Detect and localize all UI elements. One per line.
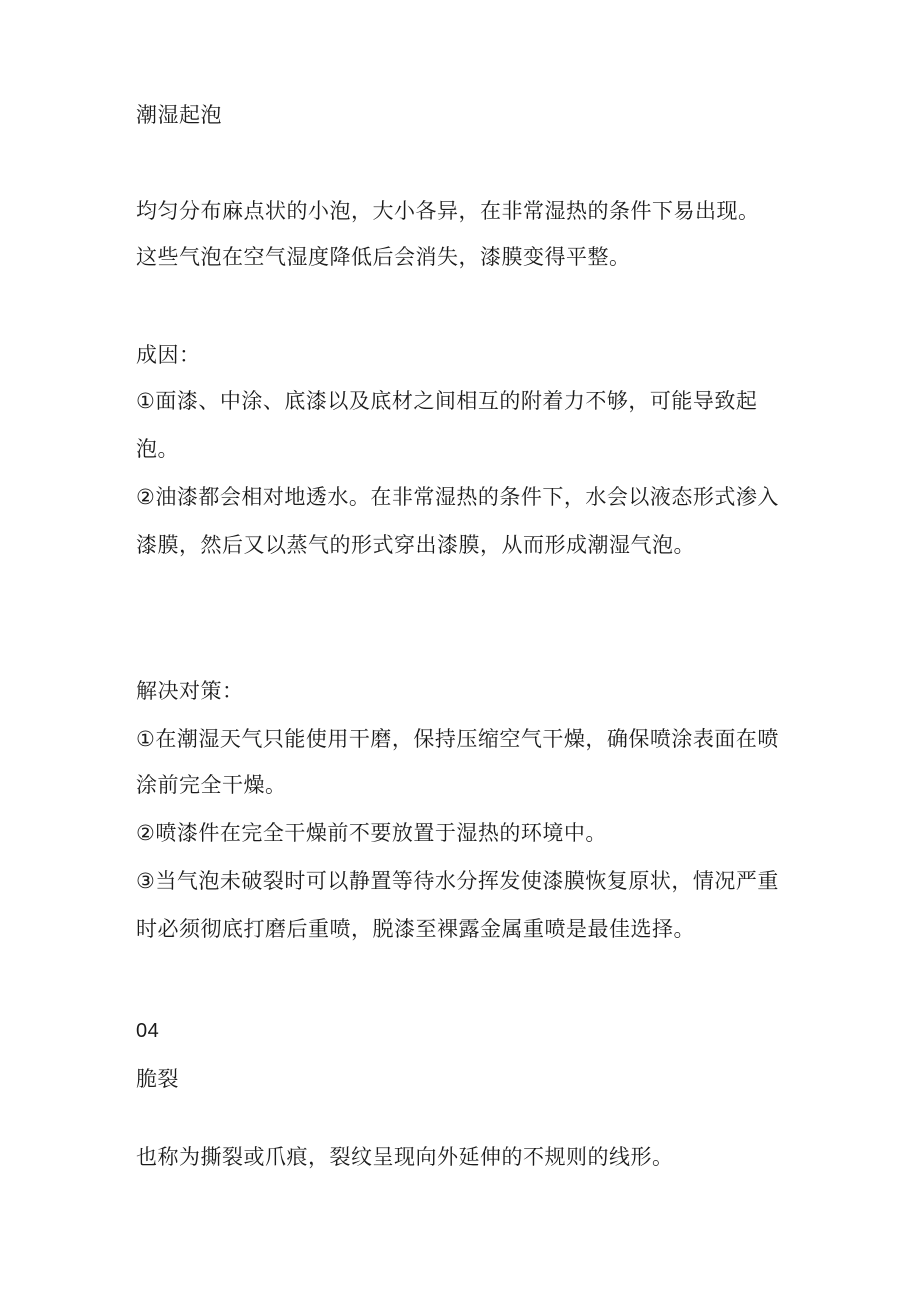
paragraph-line: ①在潮湿天气只能使用干磨，保持压缩空气干燥，确保喷涂表面在喷 [136,727,779,751]
section-heading-cracking: 脆裂 [136,1067,179,1091]
section-heading-wet-blister: 潮湿起泡 [136,103,222,127]
cause-label: 成因： [136,343,201,367]
paragraph-line: ③当气泡未破裂时可以静置等待水分挥发使漆膜恢复原状，情况严重 [136,869,779,893]
solution-label: 解决对策： [136,679,244,703]
paragraph-line: 时必须彻底打磨后重喷，脱漆至裸露金属重喷是最佳选择。 [136,917,695,941]
paragraph-line: 漆膜，然后又以蒸气的形式穿出漆膜，从而形成潮湿气泡。 [136,533,695,557]
paragraph-line: 这些气泡在空气湿度降低后会消失，漆膜变得平整。 [136,245,631,269]
paragraph-line: 均匀分布麻点状的小泡，大小各异，在非常湿热的条件下易出现。 [136,199,760,223]
paragraph-line: 泡。 [136,437,179,461]
paragraph-line: ①面漆、中涂、底漆以及底材之间相互的附着力不够，可能导致起 [136,389,758,413]
paragraph-line: ②喷漆件在完全干燥前不要放置于湿热的环境中。 [136,821,607,845]
section-number: 04 [136,1020,160,1042]
paragraph-line: 也称为撕裂或爪痕，裂纹呈现向外延伸的不规则的线形。 [136,1145,674,1169]
paragraph-line: ②油漆都会相对地透水。在非常湿热的条件下，水会以液态形式渗入 [136,485,779,509]
paragraph-line: 涂前完全干燥。 [136,773,287,797]
